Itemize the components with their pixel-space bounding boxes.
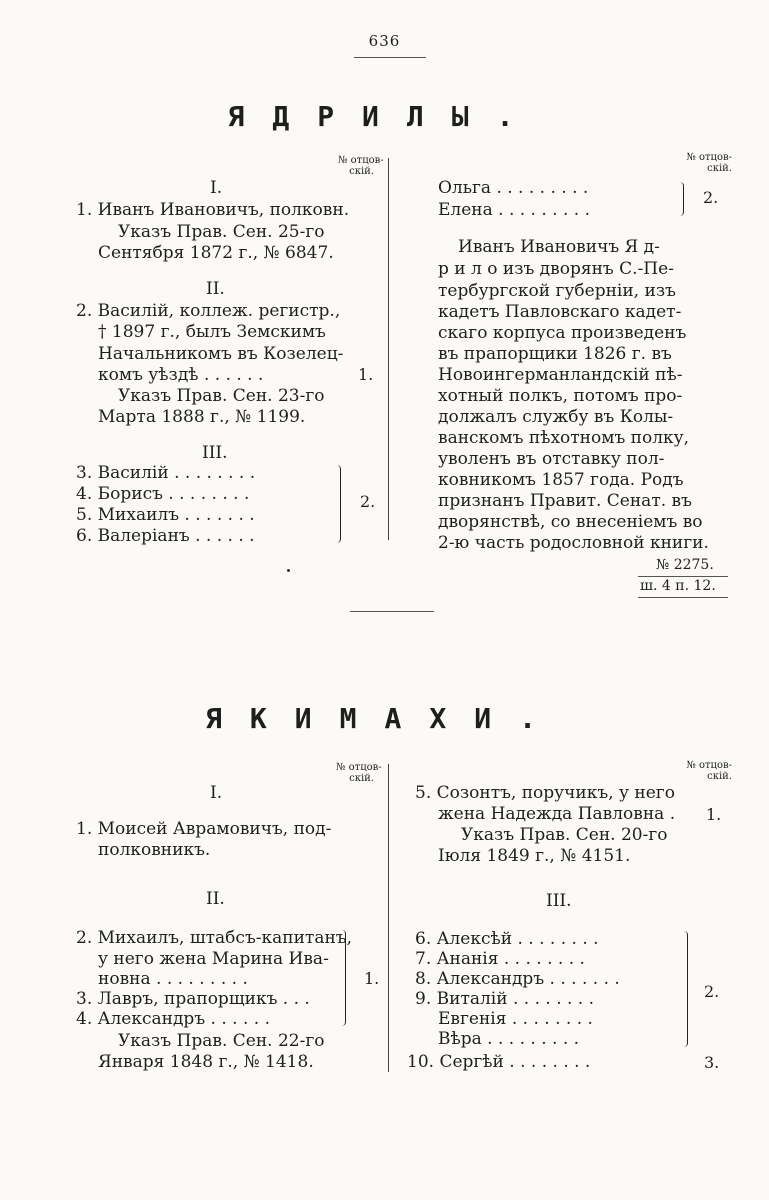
roman-ii-2: II. <box>206 889 225 909</box>
entry-2-number: 1. <box>358 365 374 384</box>
entry-2-line4: комъ уѣздѣ . . . . . . <box>98 365 264 385</box>
entry-2-ukaz: Указъ Прав. Сен. 23-го <box>118 386 325 406</box>
page-number: 636 <box>368 32 401 50</box>
entry-vera: Вѣра . . . . . . . . . <box>438 1029 580 1049</box>
entry-2-line1: 2. Василій, коллеж. регистр., <box>76 301 341 321</box>
reference-rule <box>638 576 728 577</box>
section-title-yakimakhi: ЯКИМАХИ. <box>205 702 564 735</box>
header-rule <box>354 57 426 58</box>
entry-6-aleksei: 6. Алексѣй . . . . . . . . <box>415 929 599 949</box>
generation-ii-number: 1. <box>364 969 380 988</box>
section-title-yadrily: ЯДРИЛЫ. <box>227 100 542 133</box>
entry-10-number: 3. <box>704 1053 720 1072</box>
roman-i: I. <box>210 178 223 198</box>
entry-8-aleksandr: 8. Александръ . . . . . . . <box>415 969 620 989</box>
column-header-left-2: № отцов- скій. <box>336 762 382 784</box>
entry-1-rank: полковникъ. <box>98 840 211 860</box>
generation-iii-number: 2. <box>360 492 376 511</box>
daughter-olga: Ольга . . . . . . . . . <box>438 178 589 198</box>
entry-4-aleksandr: 4. Александръ . . . . . . <box>76 1009 270 1029</box>
daughter-elena: Елена . . . . . . . . . <box>438 200 591 220</box>
entry-5-ukaz: Указъ Прав. Сен. 20-го <box>461 825 668 845</box>
entry-5-wife: жена Надежда Павловна . <box>438 804 676 824</box>
entry-9-vitaly: 9. Виталій . . . . . . . . <box>415 989 595 1009</box>
entry-2-wife: у него жена Марина Ива- <box>98 949 329 969</box>
entry-6-valerian: 6. Валеріанъ . . . . . . <box>76 526 255 546</box>
ukaz-line1: Указъ Прав. Сен. 22-го <box>118 1031 325 1051</box>
entry-3-lavr: 3. Лавръ, прапорщикъ . . . <box>76 989 310 1009</box>
brace-iii-2 <box>681 931 688 1047</box>
column-header-left: № отцов- скій. <box>338 155 384 177</box>
entry-5-number: 1. <box>706 805 722 824</box>
reference-number: № 2275. <box>656 557 714 573</box>
entry-2-wife-cont: новна . . . . . . . . . <box>98 969 248 989</box>
entry-1-date: Сентября 1872 г., № 6847. <box>98 243 334 263</box>
entry-5-date: Іюля 1849 г., № 4151. <box>438 846 631 866</box>
brace-daughters <box>678 182 684 216</box>
column-header-right: № отцов- скій. <box>686 152 732 174</box>
column-divider-2 <box>388 764 389 1072</box>
entry-2-line2: † 1897 г., былъ Земскимъ <box>98 322 326 342</box>
column-divider <box>388 158 389 540</box>
entry-2-mikhail: 2. Михаилъ, штабсъ-капитанъ, <box>76 928 353 948</box>
reference-location: ш. 4 п. 12. <box>640 578 716 594</box>
ukaz-line2: Января 1848 г., № 1418. <box>98 1052 314 1072</box>
entry-3-vasily: 3. Василій . . . . . . . . <box>76 463 256 483</box>
daughters-number: 2. <box>703 188 719 207</box>
entry-7-ananiya: 7. Ананія . . . . . . . . <box>415 949 585 969</box>
entry-1-ukaz: Указъ Прав. Сен. 25-го <box>118 222 325 242</box>
column-header-right-2: № отцов- скій. <box>686 760 732 782</box>
entry-10-sergei: 10. Сергѣй . . . . . . . . <box>407 1052 591 1072</box>
entry-5-mikhail: 5. Михаилъ . . . . . . . <box>76 505 255 525</box>
generation-iii-number-2: 2. <box>704 982 720 1001</box>
stray-dot <box>287 569 290 572</box>
roman-iii: III. <box>202 443 228 463</box>
entry-2-line3: Начальникомъ въ Козелец- <box>98 344 344 364</box>
entry-5-sozont: 5. Созонтъ, поручикъ, у него <box>415 783 675 803</box>
brace-iii <box>334 465 341 543</box>
entry-2-date: Марта 1888 г., № 1199. <box>98 407 306 427</box>
entry-evgeniya: Евгенія . . . . . . . . <box>438 1009 593 1029</box>
brace-ii-2 <box>339 930 346 1026</box>
roman-ii: II. <box>206 279 225 299</box>
entry-1-ivan: 1. Иванъ Ивановичъ, полковн. <box>76 200 350 220</box>
entry-4-boris: 4. Борисъ . . . . . . . . <box>76 484 250 504</box>
reference-rule-2 <box>638 597 728 598</box>
roman-i-2: I. <box>210 783 223 803</box>
section-separator <box>350 611 434 612</box>
roman-iii-2: III. <box>546 891 572 911</box>
entry-1-moisei: 1. Моисей Аврамовичъ, под- <box>76 819 332 839</box>
